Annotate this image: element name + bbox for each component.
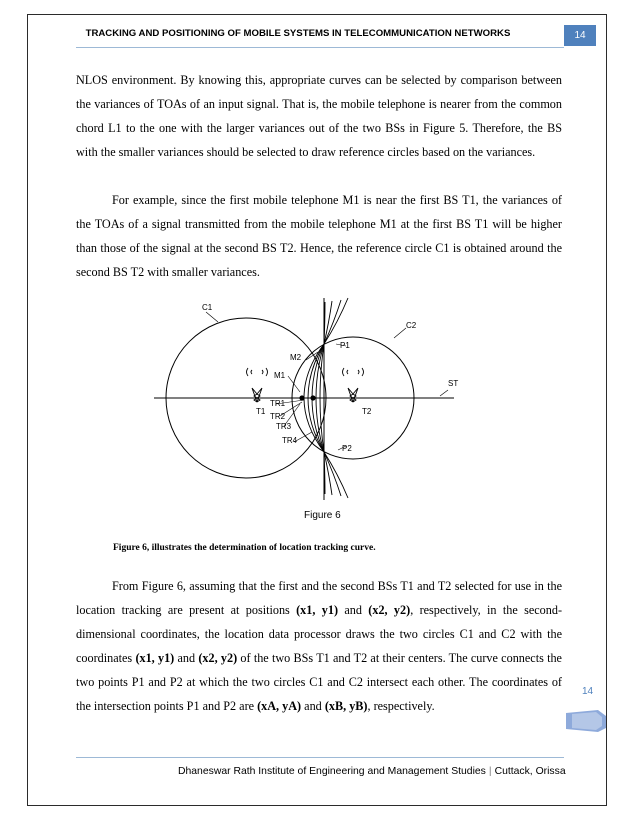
figure-title: Figure 6 <box>304 510 341 521</box>
figure-6 <box>148 292 478 533</box>
header-page-number: 14 <box>564 25 596 46</box>
page-corner-decoration <box>566 710 606 732</box>
label-t2: T2 <box>362 407 372 416</box>
label-c2: C2 <box>406 321 417 330</box>
running-header-title: TRACKING AND POSITIONING OF MOBILE SYSTEMS IN TELECOMMUNICATION NETWORKS <box>85 28 511 39</box>
label-tr1: TR1 <box>270 399 286 408</box>
header-rule <box>76 47 564 48</box>
label-tr4: TR4 <box>282 436 298 445</box>
footer-separator: | <box>488 766 492 777</box>
bs-t1-icon <box>247 368 268 402</box>
margin-page-number: 14 <box>582 686 594 697</box>
bs-t2-icon <box>343 368 364 402</box>
label-st: ST <box>448 379 459 388</box>
footer-location: Cuttack, Orissa <box>494 766 566 777</box>
m1-point-2 <box>310 395 315 400</box>
label-m2: M2 <box>290 353 302 362</box>
label-t1: T1 <box>256 407 266 416</box>
paragraph-figure6: From Figure 6, assuming that the first and the second BSs T1 and T2 selected for use in the location tracking are present at positions (x1, y1) and (x2, y2), respectively, in the second-dimensional coordinates, the location data processor draws the two circles C1 and C2 with the coordinates (x1, y1) and (x2, y2) of the two BSs T1 and T2 at their centers. The curve connects the two points P1 and P2 at which the two circles C1 and C2 intersect each other. The coordinates of the intersection points P1 and P2 are (xA, yA) and (xB, yB), respectively. <box>76 579 562 713</box>
label-c1: C1 <box>202 303 213 312</box>
figure-caption: Figure 6, illustrates the determination of location tracking curve. <box>113 543 376 553</box>
label-m1: M1 <box>274 371 286 380</box>
label-tr2: TR2 <box>270 412 286 421</box>
paragraph-example: For example, since the first mobile telephone M1 is near the first BS T1, the variances of the TOAs of a signal transmitted from the mobile telephone M1 at the first BS T1 will be higher than those of the signal at the second BS T2. Hence, the reference circle C1 is obtained around the second BS T2 with smaller variances. <box>76 193 562 279</box>
label-p1: P1 <box>340 341 350 350</box>
footer-institute: Dhaneswar Rath Institute of Engineering and Management Studies <box>178 766 486 777</box>
label-p2: P2 <box>342 444 352 453</box>
footer <box>178 766 566 777</box>
footer-rule <box>76 757 564 758</box>
paragraph-nlos: NLOS environment. By knowing this, appropriate curves can be selected by comparison between the variances of TOAs of an input signal. That is, the mobile telephone is nearer from the common chord L1 to the one with the larger variances out of the two BSs in Figure 5. Therefore, the BS with the smaller variances should be selected to draw reference circles based on the variances. <box>76 73 562 159</box>
figure-6-diagram <box>148 292 478 528</box>
label-tr3: TR3 <box>276 422 292 431</box>
